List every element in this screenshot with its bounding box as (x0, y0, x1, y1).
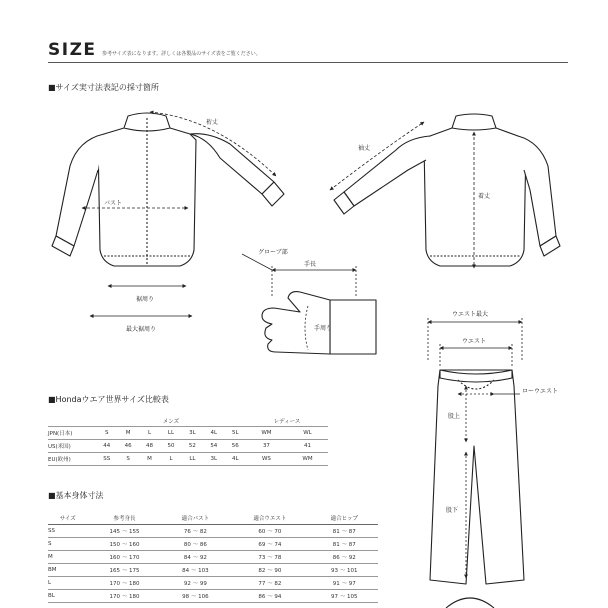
body-table-header (48, 512, 378, 525)
table-cell: L (139, 427, 160, 440)
table-cell: 92 〜 99 (161, 577, 229, 590)
table-cell: 160 〜 170 (88, 551, 162, 564)
jacket-back-diagram (334, 114, 560, 266)
table-cell: WM (287, 453, 328, 466)
pants-diagram (430, 370, 524, 584)
table-cell: LL (160, 427, 181, 440)
table-cell: BL (48, 590, 88, 603)
table-row (48, 453, 328, 466)
table-cell: M (48, 551, 88, 564)
table-cell: S (117, 453, 138, 466)
label-bust: バスト (104, 200, 123, 207)
table-cell: 37 (246, 440, 287, 453)
column-header: 適合ウエスト (229, 512, 310, 525)
table-cell: WS (246, 453, 287, 466)
size-compare-table (48, 416, 328, 466)
partial-garment-diagram (446, 598, 494, 608)
label-length: 着丈 (478, 193, 491, 200)
table-cell: 52 (182, 440, 203, 453)
group-ladies: レディース (246, 416, 328, 427)
table-cell: 145 〜 155 (88, 525, 162, 538)
table-cell: 4L (203, 427, 224, 440)
table-row (48, 551, 378, 564)
table-cell: 91 〜 97 (311, 577, 378, 590)
label-waist-max: ウエスト最大 (452, 311, 489, 318)
table-cell: 97 〜 105 (311, 590, 378, 603)
table-cell: 46 (117, 440, 138, 453)
table-cell: L (160, 453, 181, 466)
label-hem: 裾周り (136, 296, 155, 303)
table-cell: 81 〜 87 (311, 538, 378, 551)
table-cell: M (117, 427, 138, 440)
table-cell: WM (246, 427, 287, 440)
table-cell: 69 〜 74 (229, 538, 310, 551)
group-mens: メンズ (96, 416, 246, 427)
row-label: EU(欧州) (48, 453, 96, 466)
table-cell: 86 〜 94 (229, 590, 310, 603)
table-cell: 84 〜 103 (161, 564, 229, 577)
table-cell: 54 (203, 440, 224, 453)
table-cell: 48 (139, 440, 160, 453)
glove-diagram (262, 292, 376, 354)
table-cell: SS (96, 453, 117, 466)
table-cell: 50 (160, 440, 181, 453)
table-cell: 93 〜 101 (311, 564, 378, 577)
size-note: 参考サイズ表になります。詳しくは各製品のサイズ表をご覧ください。 (102, 51, 261, 57)
table-row (48, 564, 378, 577)
label-sleeve-front: 裄丈 (206, 119, 219, 126)
column-header: サイズ (48, 512, 88, 525)
table-cell: 165 〜 175 (88, 564, 162, 577)
label-low-waist: ローウエスト (522, 388, 559, 395)
label-rise: 股上 (448, 413, 461, 420)
table-cell: 80 〜 86 (161, 538, 229, 551)
label-sleeve-back: 袖丈 (358, 145, 371, 152)
column-header: 参考身長 (88, 512, 162, 525)
measure-heading: ■サイズ実寸法表記の採寸箇所 (48, 83, 159, 92)
table-cell: 73 〜 78 (229, 551, 310, 564)
table-cell: 82 〜 90 (229, 564, 310, 577)
row-label: US(米国) (48, 440, 96, 453)
compare-heading: ■Hondaウエア世界サイズ比較表 (48, 395, 169, 404)
table-row (48, 525, 378, 538)
label-inseam: 股下 (446, 507, 459, 514)
table-cell: 41 (287, 440, 328, 453)
table-cell: 44 (96, 440, 117, 453)
label-hand-length: 手長 (304, 261, 317, 268)
table-cell: 60 〜 70 (229, 525, 310, 538)
table-cell: SS (48, 525, 88, 538)
table-row (48, 440, 328, 453)
table-cell: 3L (182, 427, 203, 440)
table-cell: 77 〜 82 (229, 577, 310, 590)
column-header: 適合バスト (161, 512, 229, 525)
row-label: JPN(日本) (48, 427, 96, 440)
compare-group-row (48, 416, 328, 427)
table-cell: 76 〜 82 (161, 525, 229, 538)
table-cell: S (48, 538, 88, 551)
table-cell: WL (287, 427, 328, 440)
table-cell: LL (182, 453, 203, 466)
label-max-hem: 最大裾周り (126, 326, 157, 333)
table-cell: M (139, 453, 160, 466)
table-row (48, 590, 378, 603)
table-cell: 170 〜 180 (88, 577, 162, 590)
label-waist: ウエスト (462, 338, 487, 345)
table-cell: 98 〜 106 (161, 590, 229, 603)
table-cell: 150 〜 160 (88, 538, 162, 551)
label-hand-girth: 手周り (314, 325, 333, 332)
page-title: SIZE (48, 40, 97, 60)
table-cell: 84 〜 92 (161, 551, 229, 564)
column-header: 適合ヒップ (311, 512, 378, 525)
table-cell: 5L (225, 427, 246, 440)
body-heading: ■基本身体寸法 (48, 491, 104, 500)
label-glove: グローブ部 (258, 249, 288, 256)
table-cell: L (48, 577, 88, 590)
table-cell: BM (48, 564, 88, 577)
table-cell: S (96, 427, 117, 440)
jacket-front-diagram (52, 113, 284, 266)
table-row (48, 538, 378, 551)
table-cell: 4L (225, 453, 246, 466)
table-cell: 170 〜 180 (88, 590, 162, 603)
body-size-table (48, 512, 378, 603)
table-row (48, 577, 378, 590)
table-cell: 81 〜 87 (311, 525, 378, 538)
table-row (48, 427, 328, 440)
table-cell: 3L (203, 453, 224, 466)
table-cell: 56 (225, 440, 246, 453)
table-cell: 86 〜 92 (311, 551, 378, 564)
